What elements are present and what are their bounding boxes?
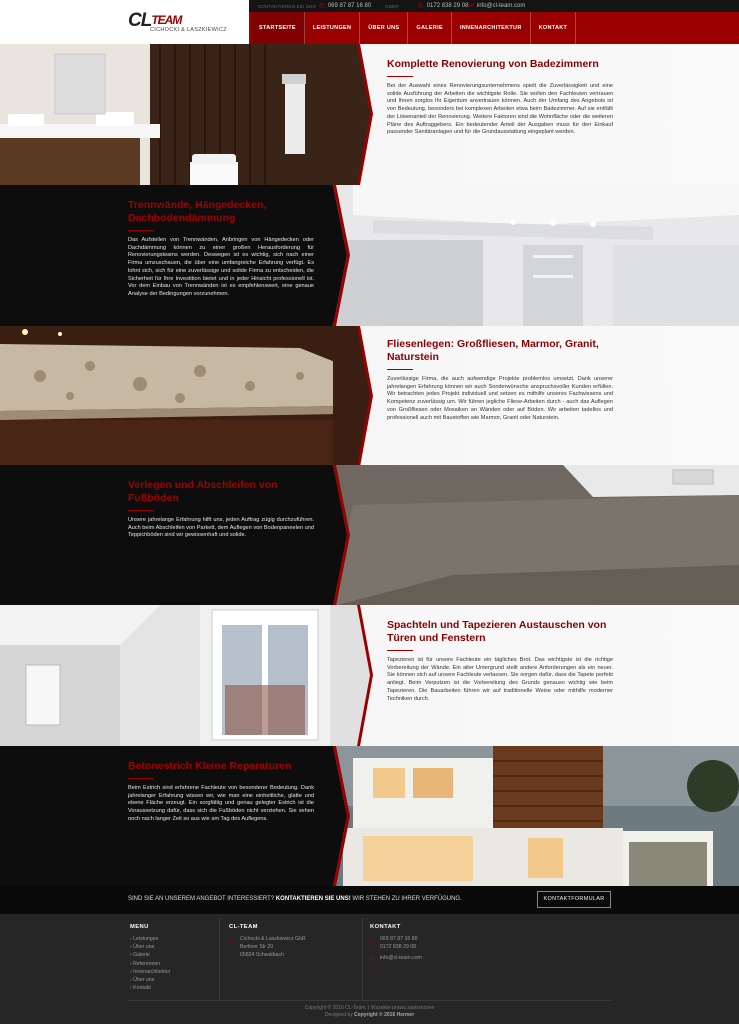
- section-concrete: [0, 746, 739, 886]
- phone2-item[interactable]: [385, 2, 468, 10]
- logo-area: [0, 0, 249, 44]
- section-bathroom: [0, 44, 739, 185]
- granite-photo: [0, 326, 360, 467]
- copyright: [128, 1000, 611, 1018]
- bathroom-text: [387, 58, 613, 185]
- email-link[interactable]: info@cl-team.com: [476, 3, 526, 9]
- title-underline: [387, 76, 413, 77]
- map-pin-icon: ⌖: [229, 940, 233, 947]
- nav-kontakt[interactable]: KONTAKT: [531, 12, 577, 44]
- section-title: Komplette Renovierung von Badezimmern: [387, 58, 599, 70]
- footer-divider: [219, 918, 220, 1000]
- carpet-photo: [333, 465, 739, 606]
- section-divider-arrow: [333, 44, 373, 185]
- nav-galerie[interactable]: GALERIE: [408, 12, 452, 44]
- house-photo: [333, 746, 739, 886]
- floors-text: [128, 479, 314, 606]
- logo[interactable]: [128, 10, 227, 35]
- section-floors: [0, 465, 739, 606]
- concrete-text: [128, 760, 314, 886]
- window-photo: [0, 605, 360, 746]
- section-divider-arrow: [320, 465, 360, 606]
- cta-bar: [0, 886, 739, 914]
- footer-link[interactable]: › Leistungen: [130, 936, 159, 942]
- section-divider-arrow: [333, 605, 373, 746]
- windows-text: [387, 619, 613, 746]
- footer-company: [229, 924, 306, 960]
- title-underline: [128, 230, 154, 231]
- section-divider-arrow: [320, 746, 360, 886]
- nav-leistungen[interactable]: LEISTUNGEN: [305, 12, 360, 44]
- phone2-label: ODER: [385, 3, 399, 9]
- section-title: Verlegen und Abschleifen von Fußböden: [128, 479, 278, 504]
- title-underline: [128, 778, 154, 779]
- title-underline: [387, 650, 413, 651]
- phone1-item[interactable]: [258, 2, 371, 10]
- company-street: Berliner Str 20: [240, 944, 274, 951]
- section-body: Unsere jahrelange Erfahrung hilft uns, jeden Auftrag zügig durchzuführen. Auch beim Abschleifen von Parkett, dem Auflegen von Bodenpaneelen und Teppichböden sind wir gewissenhaft und solide.: [128, 517, 314, 539]
- footer-contact: [370, 924, 422, 963]
- phone-icon: ✆: [318, 3, 325, 10]
- tiles-text: [387, 338, 613, 467]
- logo-subtitle: CICHOCKI & LASZKIEWICZ: [150, 27, 227, 33]
- section-divider-arrow: [320, 185, 360, 326]
- section-title: Betonestrich Kleine Reparaturen: [128, 760, 292, 772]
- section-body: Das Aufstellen von Trennwänden, Anbringen von Hängedecken oder Dachdämmung können zu einer großen Herausforderung für Renovierungsteams werden. Deswegen ist es wichtig, sich nach einer Firma umzuschauen, die über eine umfangreiche Erfahrung verfügt. Es lohnt sich, sich für eine zuverlässige und solide Firma zu entscheiden, die Sicherheit für Ihre Investition bietet und in jeder Hinsicht professionell ist. Vor dem Einbau von Trennwänden ist es empfehlenswert, eine genaue Analyse der Bedingungen vorzunehmen.: [128, 237, 314, 297]
- phone2-number[interactable]: 0172 838 29 08: [426, 3, 469, 9]
- phone1-label: KONTAKTIEREN SIE UNS: [258, 3, 316, 9]
- section-divider-arrow: [333, 326, 373, 467]
- company-name: Cichocki & Laszkiewicz GbR: [240, 936, 306, 942]
- envelope-icon: ✉: [468, 3, 474, 10]
- section-walls-ceilings: [0, 185, 739, 326]
- footer-phone2[interactable]: 0172 838 29 08: [380, 944, 417, 951]
- copyright-line1: Copyright © 2016 CL-Team. | Wszelkie prawa zastrzeżone: [304, 1005, 435, 1011]
- title-underline: [387, 369, 413, 370]
- footer-phone1[interactable]: 069 87 87 16 80: [380, 936, 418, 942]
- company-city: 65824 Schwalbach: [240, 952, 284, 959]
- section-title: Fliesenlegen: Großfliesen, Marmor, Granit, Naturstein: [387, 338, 599, 363]
- cta-message: [128, 896, 462, 902]
- section-body: Beim Estrich sind erfahrene Fachleute von besonderer Bedeutung. Dank jahrelanger Erfahrung wissen wir, wie man eine einheitliche, glatte und ebene Fläche erzeugt. Ein sorgfältig und genau gelegter Estrich ist die Voraussetzung dafür, dass sich die Fußböden nicht verziehen. Sie sehen noch nach langer Zeit so aus wie am Tag des Auflegens.: [128, 785, 314, 822]
- section-body: Tapezieren ist für unsere Fachleute ein tägliches Brot. Das wichtigste ist die richtige Vorbereitung der Wände. Ein alter Untergrund stellt andere Anforderungen als ein neuer. Sie können sich auf unsere Fachleute verlassen. Sie sorgen dafür, dass die Tapete perfekt anliegt. Beim Verputzen ist die Vorbereitung des Grunds genauso wichtig wie beim Tapezieren. Die Bauarbeiten führen wir auf traditionelle Weise oder mithilfe moderner Techniken durch.: [387, 657, 613, 702]
- section-body: Bei der Auswahl eines Renovierungsunternehmens spielt die Zuverlässigkeit und eine solide Ausführung der Arbeiten die wichtigste Rolle. Sie wollen den Fachleuten vertrauen und Ihnen sorglos Ihr Eigentum anvertrauen können. Auch der Umfang des Angebots ist von Bedeutung, besonders bei komplexen Arbeiten etwa beim Badezimmer. Auf sie entfällt der Löwenanteil der Renovierung. Weitere Faktoren sind die Wohnfläche oder die weiteren Pläne des Auftraggebers. Ein bedeutender Anteil der Ausgaben muss für den Einkauf passender Sanitäranlagen und für die Grundausstattung eingeplant werden.: [387, 83, 613, 136]
- title-underline: [128, 510, 154, 511]
- section-title: Trennwände, Hängedecken, Dachbodendämmung: [128, 199, 267, 224]
- nav-startseite[interactable]: STARTSEITE: [251, 12, 305, 44]
- cta-text-post: WIR STEHEN ZU IHRER VERFÜGUNG.: [350, 896, 462, 902]
- main-navigation: [249, 12, 739, 44]
- cta-text-bold: KONTAKTIEREN SIE UNS!: [275, 896, 351, 902]
- footer-link[interactable]: › Kontakt: [130, 985, 151, 992]
- phone-icon: ✆: [417, 3, 424, 10]
- section-title: Spachteln und Tapezieren Austauschen von Türen und Fenstern: [387, 619, 607, 644]
- footer-link[interactable]: › Referenzen: [130, 960, 160, 967]
- footer-menu-title: MENU: [130, 924, 149, 930]
- footer-company-title: CL-TEAM: [229, 924, 258, 930]
- logo-cl: CL: [128, 10, 152, 31]
- footer-link[interactable]: › Galerie: [130, 952, 150, 959]
- cta-text-pre: SIND SIE AN UNSEREM ANGEBOT INTERESSIERT?: [128, 896, 276, 902]
- email-item[interactable]: [468, 2, 525, 10]
- envelope-icon: ✉: [369, 957, 375, 963]
- bathroom-photo: [0, 44, 360, 185]
- walls-text: [128, 199, 314, 326]
- footer-divider: [362, 918, 363, 1000]
- nav-ueber-uns[interactable]: ÜBER UNS: [360, 12, 408, 44]
- nav-innenarchitektur[interactable]: INNENARCHITEKTUR: [452, 12, 531, 44]
- footer-link[interactable]: › Über uns: [130, 944, 155, 951]
- footer-menu: [130, 924, 170, 992]
- section-windows: [0, 605, 739, 746]
- footer-link[interactable]: › Über uns: [130, 977, 155, 984]
- contact-form-button[interactable]: KONTAKTFORMULAR: [537, 891, 611, 908]
- footer-email[interactable]: info@cl-team.com: [380, 955, 422, 962]
- phone-icon: ✆: [370, 940, 376, 946]
- footer-link[interactable]: › Innenarchitektur: [130, 968, 171, 975]
- ceiling-photo: [333, 185, 739, 326]
- section-tiles: [0, 326, 739, 467]
- footer-contact-title: KONTAKT: [370, 924, 401, 930]
- section-body: Zuverlässige Firma, die auch aufwendige Projekte problemlos umsetzt. Dank unserer jahrelangen Erfahrung können wir auch Sonderwünsche anspruchsvoller Kunden erfüllen. Wir betrachten jedes Projekt individuell und setzen es mithilfe unseres Fachwissens und Kompetenz zuverlässig um. Wir führen jegliche Fliese-Arbeiten durch - auch das Auflegen von Großfliesen oder Mosaiken an Wänden oder auf Böden. Wir arbeiten tadellos und professionell auch mit Baustoffen wie Marmor, Granit oder Naturstein.: [387, 376, 613, 421]
- phone1-number[interactable]: 069 87 87 16 80: [327, 3, 372, 9]
- copyright-line2: Designed by Copyright © 2016 Hermer: [324, 1011, 415, 1018]
- logo-team: TEAM: [151, 13, 182, 27]
